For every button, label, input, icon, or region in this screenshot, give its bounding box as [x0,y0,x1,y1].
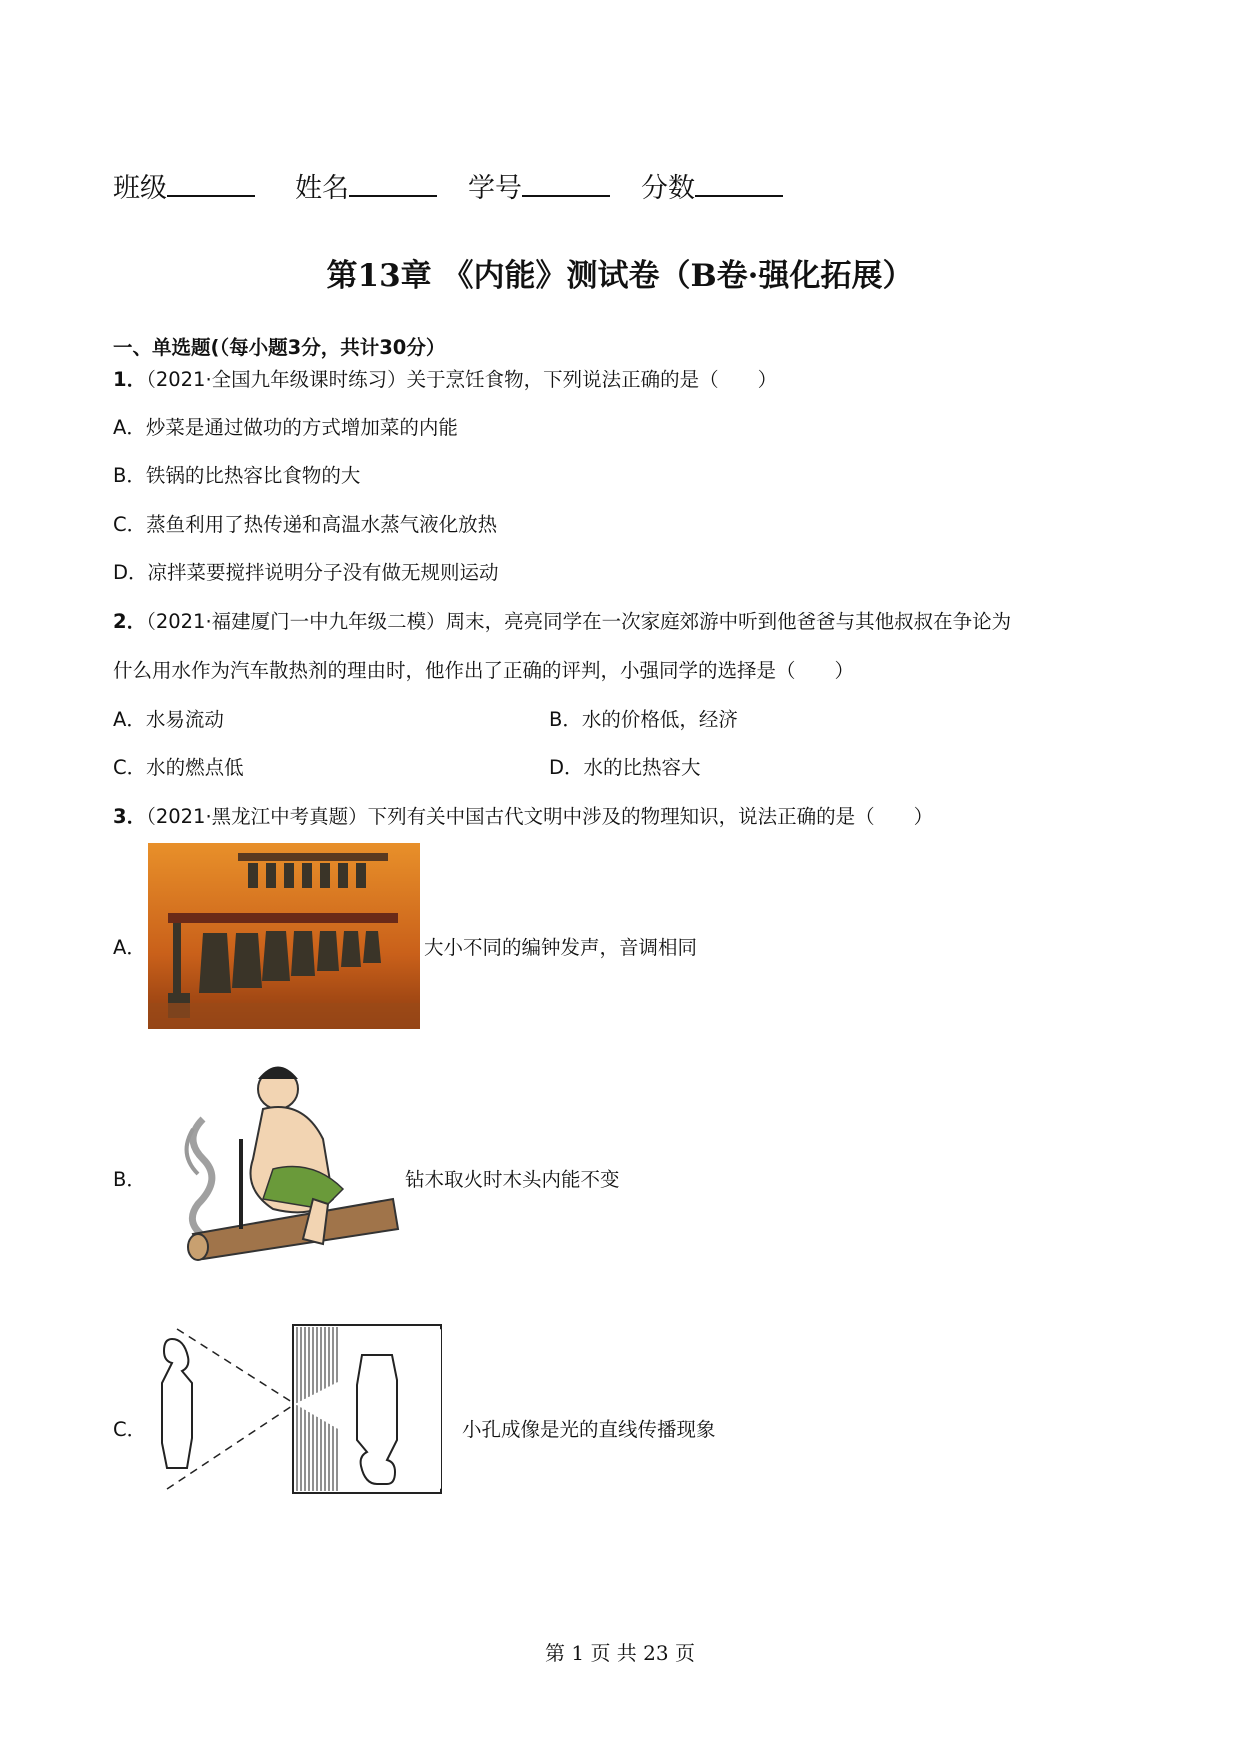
page-footer: 第 1 页 共 23 页 [545,1641,695,1665]
q2-option-c: C．水的燃点低 [113,756,244,779]
question-2-line2: 什么用水作为汽车散热剂的理由时，他作出了正确的评判，小强同学的选择是（ ） [113,659,855,682]
q2-option-d: D．水的比热容大 [549,756,701,779]
score-blank [695,169,783,197]
q3-option-a-label: A． [113,936,146,959]
q1-option-a: A．炒菜是通过做功的方式增加菜的内能 [113,416,458,439]
class-field: 班级 [113,166,255,205]
section-heading: 一、单选题(（每小题3分，共计30分） [113,336,446,359]
question-2: 2．（2021·福建厦门一中九年级二模）周末，亮亮同学在一次家庭郊游中听到他爸爸与其他叔叔在争论为 [113,610,1012,633]
question-1: 1．（2021·全国九年级课时练习）关于烹饪食物，下列说法正确的是（ ） [113,368,778,391]
pinhole-imaging-image [147,1319,445,1499]
q3-option-c-label: C． [113,1418,147,1441]
q1-option-d: D．凉拌菜要搅拌说明分子没有做无规则运动 [113,561,499,584]
student-id-field: 学号 [468,166,610,205]
q1-option-b: B．铁锅的比热容比食物的大 [113,464,361,487]
q1-option-c: C．蒸鱼利用了热传递和高温水蒸气液化放热 [113,513,498,536]
id-blank [522,169,610,197]
page-title: 第13章 《内能》测试卷（B卷·强化拓展） [326,258,914,294]
q3-option-a-text: 大小不同的编钟发声，音调相同 [424,936,698,959]
name-field: 姓名 [295,166,437,205]
chime-bells-image [148,843,420,1029]
name-blank [349,169,437,197]
score-field: 分数 [641,166,783,205]
q2-option-a: A．水易流动 [113,708,224,731]
question-3: 3．（2021·黑龙江中考真题）下列有关中国古代文明中涉及的物理知识，说法正确的是（ ） [113,805,934,828]
q3-option-b-text: 钻木取火时木头内能不变 [405,1168,620,1191]
drilling-wood-image [163,1059,400,1262]
q3-option-b-label: B． [113,1168,146,1191]
q3-option-c-text: 小孔成像是光的直线传播现象 [462,1418,716,1441]
class-blank [167,169,255,197]
q2-option-b: B．水的价格低，经济 [549,708,738,731]
